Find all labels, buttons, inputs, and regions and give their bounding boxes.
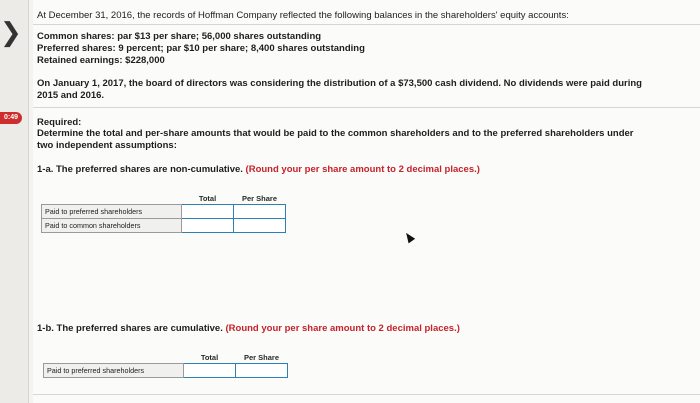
balance-preferred: Preferred shares: 9 percent; par $10 per share; 8,400 shares outstanding: [37, 43, 365, 54]
divider: [33, 24, 700, 25]
cumulative-preferred-total-input[interactable]: [184, 364, 236, 378]
divider: [33, 394, 700, 395]
part-b-instruction: (Round your per share amount to 2 decimal places.): [225, 323, 460, 334]
part-a-instruction: (Round your per share amount to 2 decimal places.): [245, 164, 480, 175]
row-label-common: Paid to common shareholders: [42, 219, 182, 233]
required-line-1: Determine the total and per-share amounts that would be paid to the common shareholders and to the preferred shareholders under: [37, 128, 634, 139]
cumulative-preferred-per-share-input[interactable]: [236, 364, 288, 378]
header-total: Total: [200, 353, 219, 362]
table-row: [42, 219, 286, 233]
part-a-question: 1-a. The preferred shares are non-cumulative.: [37, 164, 243, 175]
preferred-per-share-input[interactable]: [234, 205, 286, 219]
balance-retained-earnings: Retained earnings: $228,000: [37, 55, 165, 66]
part-a-prompt: [37, 164, 480, 175]
preferred-total-input[interactable]: [182, 205, 234, 219]
part-b-table: [43, 352, 288, 378]
required-line-2: two independent assumptions:: [37, 140, 177, 151]
part-a-table: [41, 193, 286, 233]
balance-common: Common shares: par $13 per share; 56,000 shares outstanding: [37, 31, 322, 42]
part-b-prompt: [37, 323, 460, 334]
common-per-share-input[interactable]: [234, 219, 286, 233]
left-rail: [0, 0, 29, 403]
row-label-preferred: Paid to preferred shareholders: [42, 205, 182, 219]
required-heading: Required:: [37, 117, 82, 128]
chevron-right-icon[interactable]: ❯: [0, 18, 22, 48]
table-row: [44, 364, 288, 378]
part-b-question: 1-b. The preferred shares are cumulative.: [37, 323, 223, 334]
header-per-share: Per Share: [241, 194, 278, 203]
scenario-line-1: On January 1, 2017, the board of directors was considering the distribution of a $73,500 cash dividend. No dividends were paid during: [37, 78, 642, 89]
row-label-preferred: Paid to preferred shareholders: [44, 364, 184, 378]
question-panel: [33, 0, 700, 403]
common-total-input[interactable]: [182, 219, 234, 233]
header-total: Total: [198, 194, 217, 203]
header-per-share: Per Share: [243, 353, 280, 362]
divider: [33, 107, 700, 108]
intro-text: At December 31, 2016, the records of Hoffman Company reflected the following balances in the shareholders' equity accounts:: [37, 10, 569, 21]
scenario-line-2: 2015 and 2016.: [37, 90, 105, 101]
timer-badge: 0:49: [0, 112, 22, 124]
table-row: [42, 205, 286, 219]
